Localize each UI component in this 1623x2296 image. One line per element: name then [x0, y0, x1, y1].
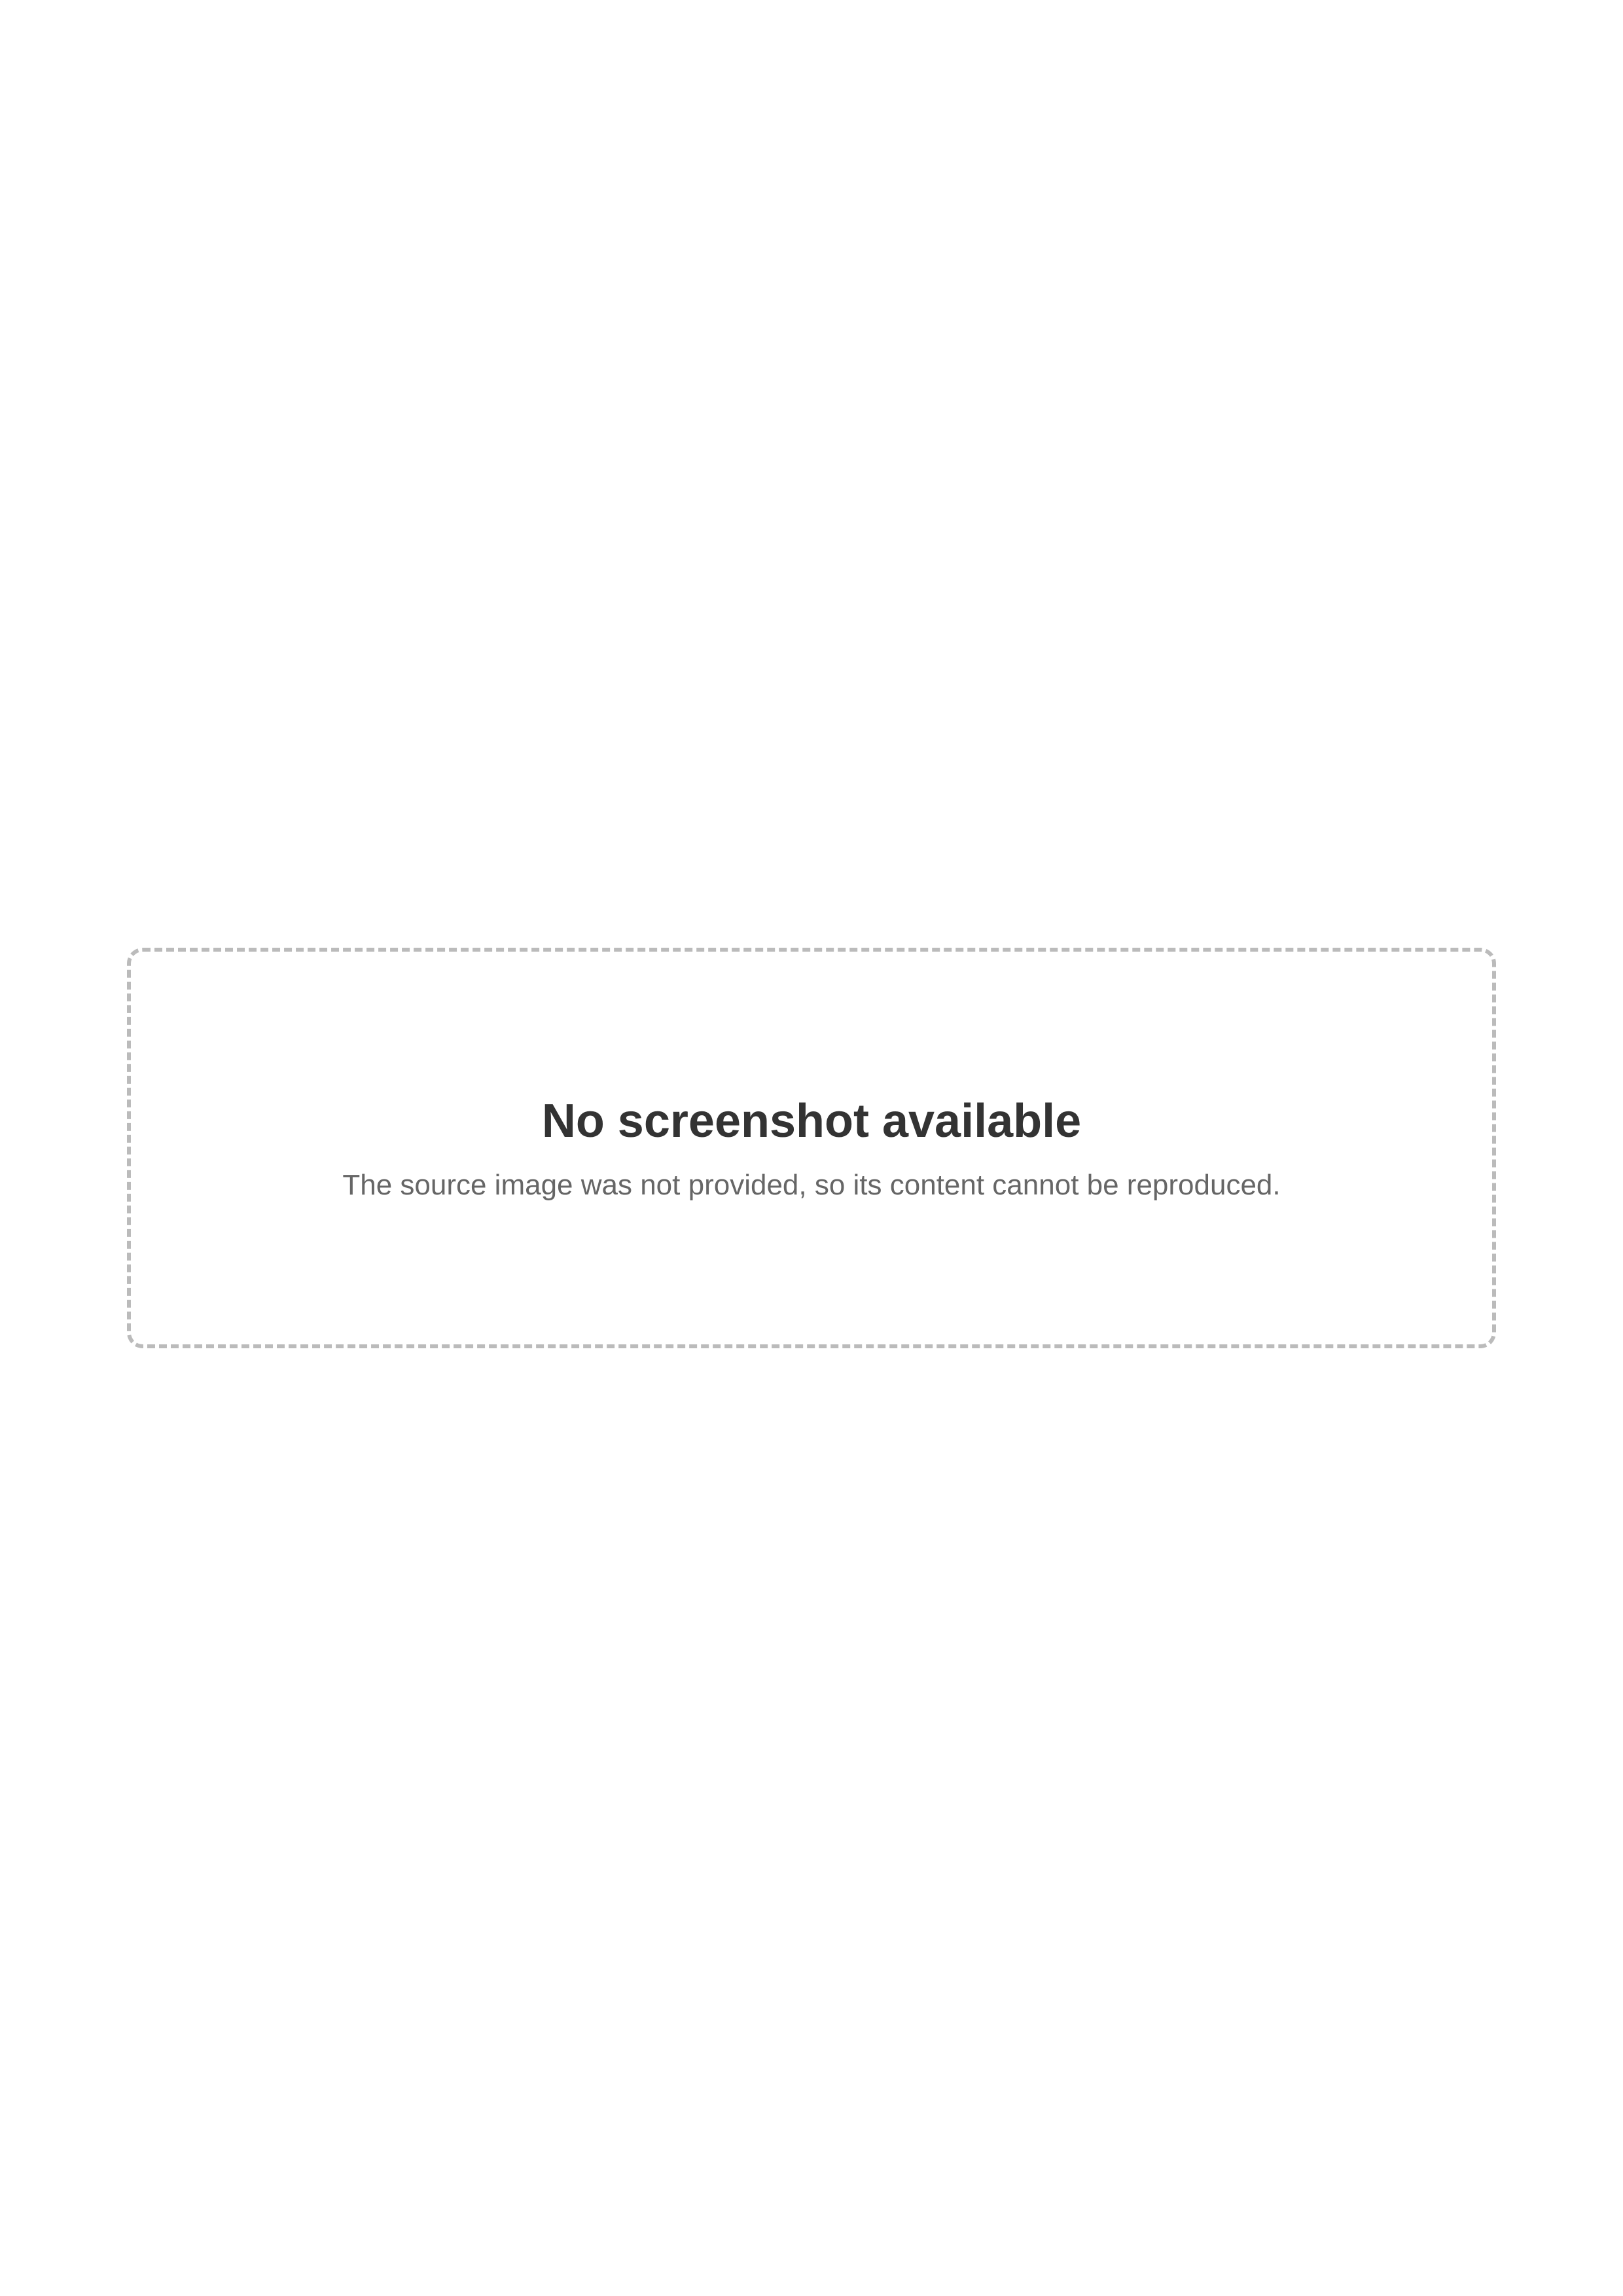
placeholder-message: The source image was not provided, so its content cannot be reproduced.	[342, 1169, 1281, 1201]
placeholder-panel	[127, 948, 1496, 1348]
placeholder-title: No screenshot available	[541, 1095, 1082, 1147]
